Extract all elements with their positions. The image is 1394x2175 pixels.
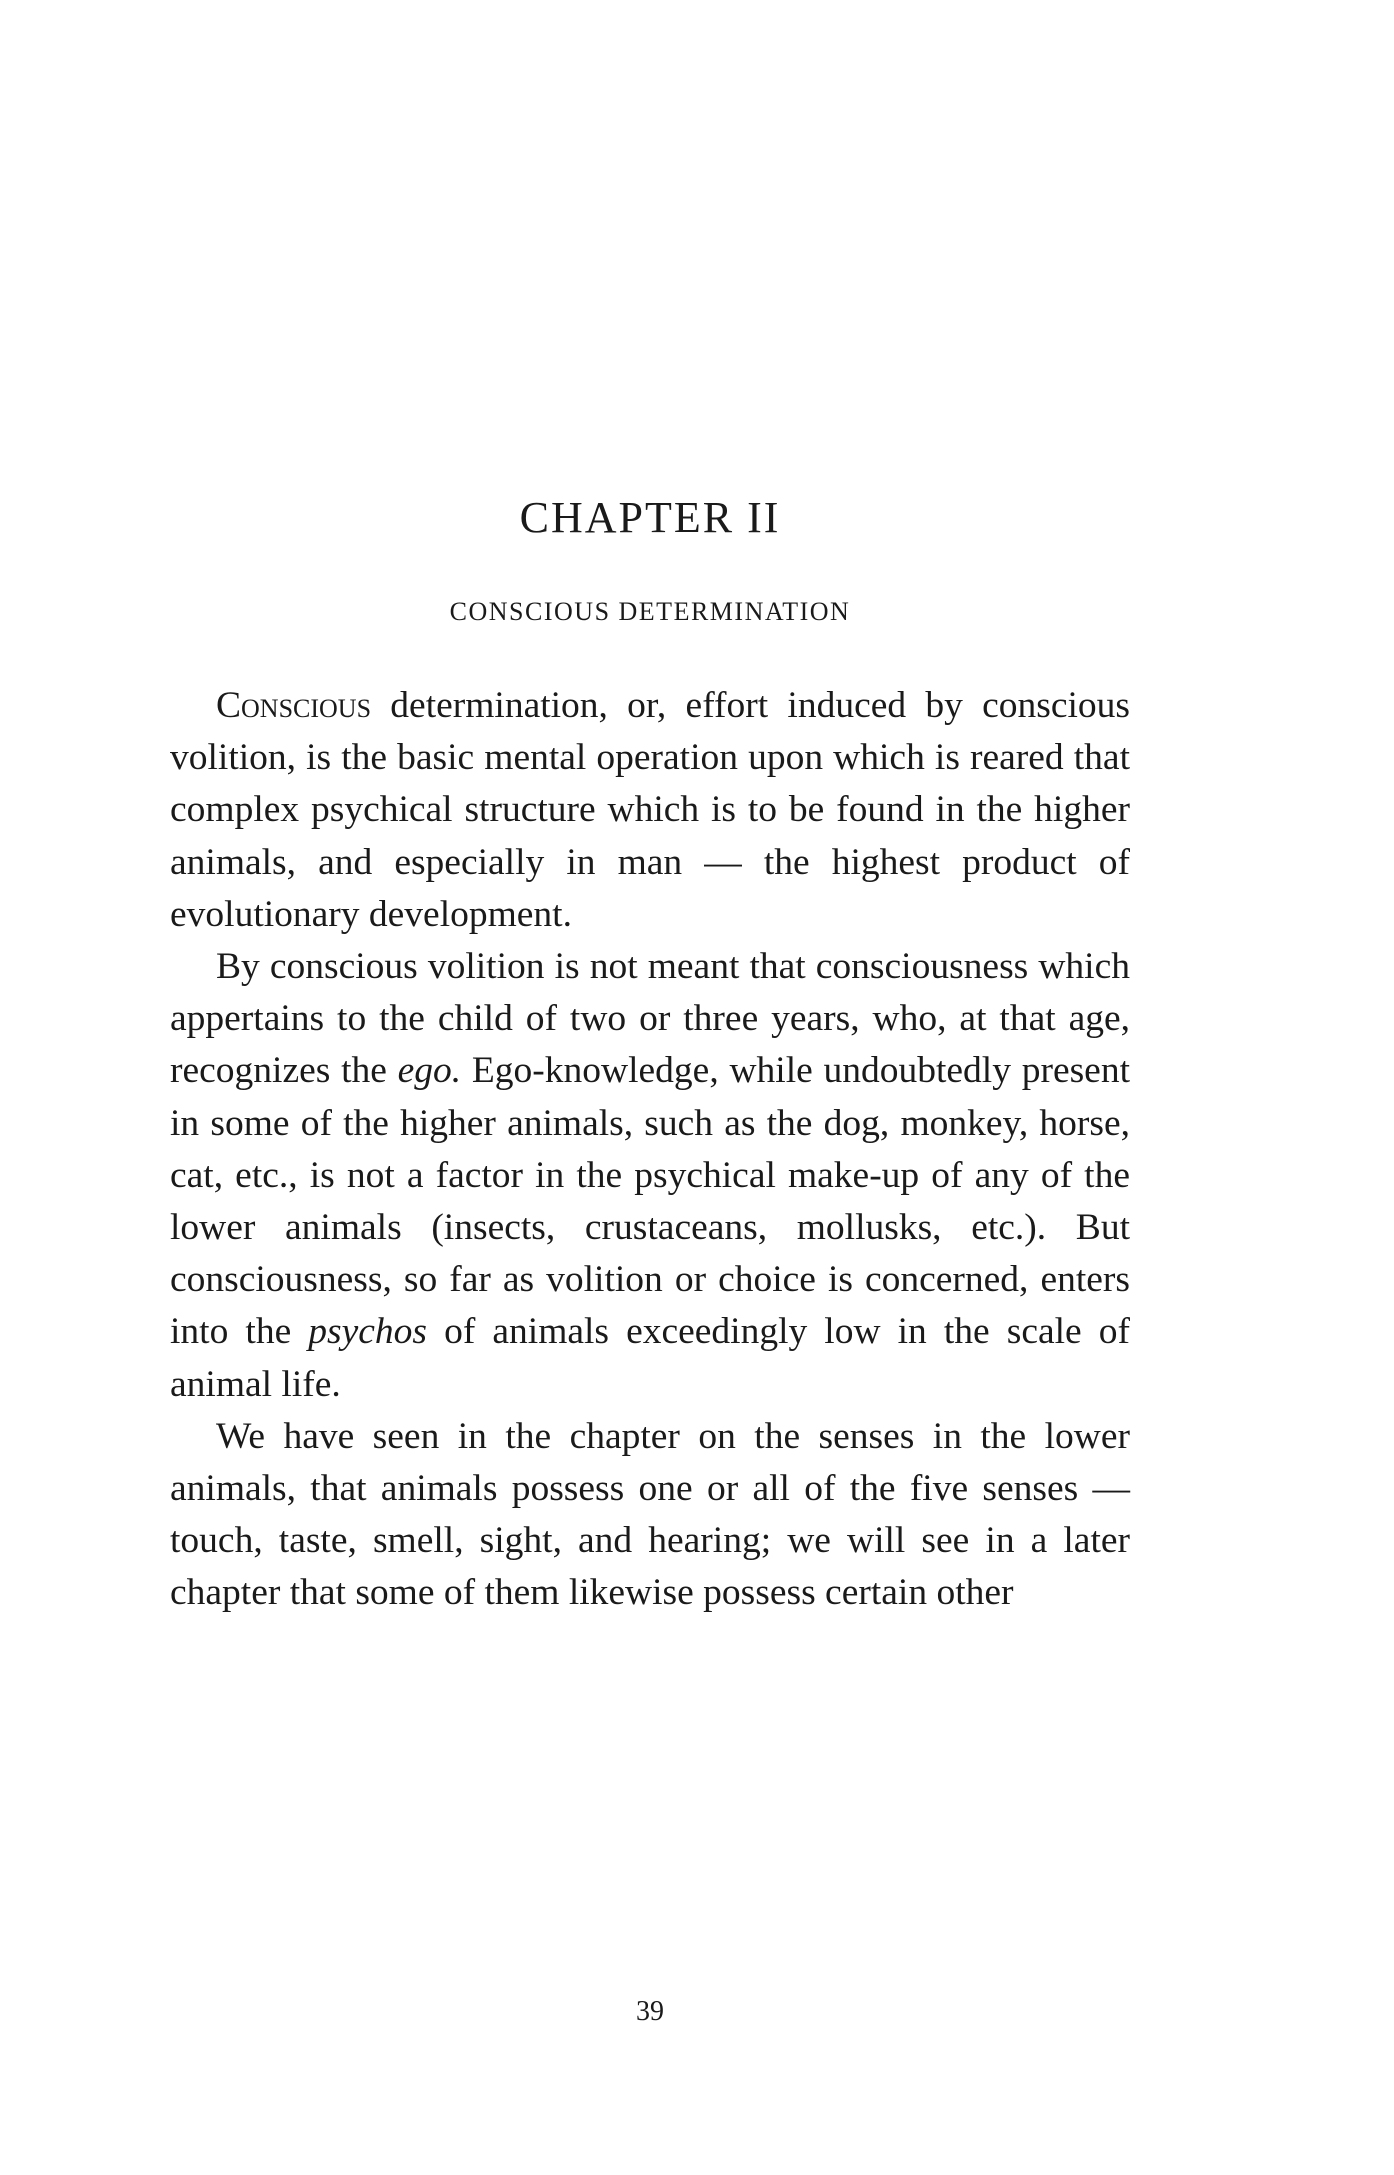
paragraph-2-text-c: of animals exceedingly low in the scale of animal life. <box>170 1311 1130 1405</box>
page-number: 39 <box>636 1996 664 2027</box>
paragraph-3 <box>170 1411 1130 1620</box>
drop-lead-word: Conscious <box>216 685 372 726</box>
paragraph-3-text: We have seen in the chapter on the senses in the lower animals, that animals possess one or all of the five senses — touch, taste, smell, sight, and hearing; we will see in a later chapter that some of them likewise possess certain other <box>170 1415 1130 1614</box>
italic-term-ego: ego. <box>397 1050 462 1092</box>
chapter-title: CHAPTER II <box>519 493 781 542</box>
italic-term-psychos: psychos <box>308 1311 428 1353</box>
paragraph-2-text-a: By conscious volition is not meant that consciousness which appertains to the child of two or three years, who, at that age, recognizes the <box>170 946 1130 1092</box>
paragraph-2-text-b: Ego-knowledge, while undoubtedly present in some of the higher animals, such as the dog, monkey, horse, cat, etc., is not a factor in the psychical make-up of any of the lower animals (insects, crustaceans, mollusks, etc.). But consciousness, so far as volition or choice is concerned, enters into the <box>170 1050 1130 1353</box>
paragraph-1-text: determination, or, effort induced by conscious volition, is the basic mental operation upon which is reared that complex psychical structure which is to be found in the higher animals, and especially in man — the highest product of evolutionary development. <box>170 685 1130 935</box>
paragraph-1 <box>170 680 1130 941</box>
body-text <box>170 680 1130 1620</box>
chapter-subtitle: CONSCIOUS DETERMINATION <box>449 597 851 626</box>
paragraph-2 <box>170 941 1130 1411</box>
